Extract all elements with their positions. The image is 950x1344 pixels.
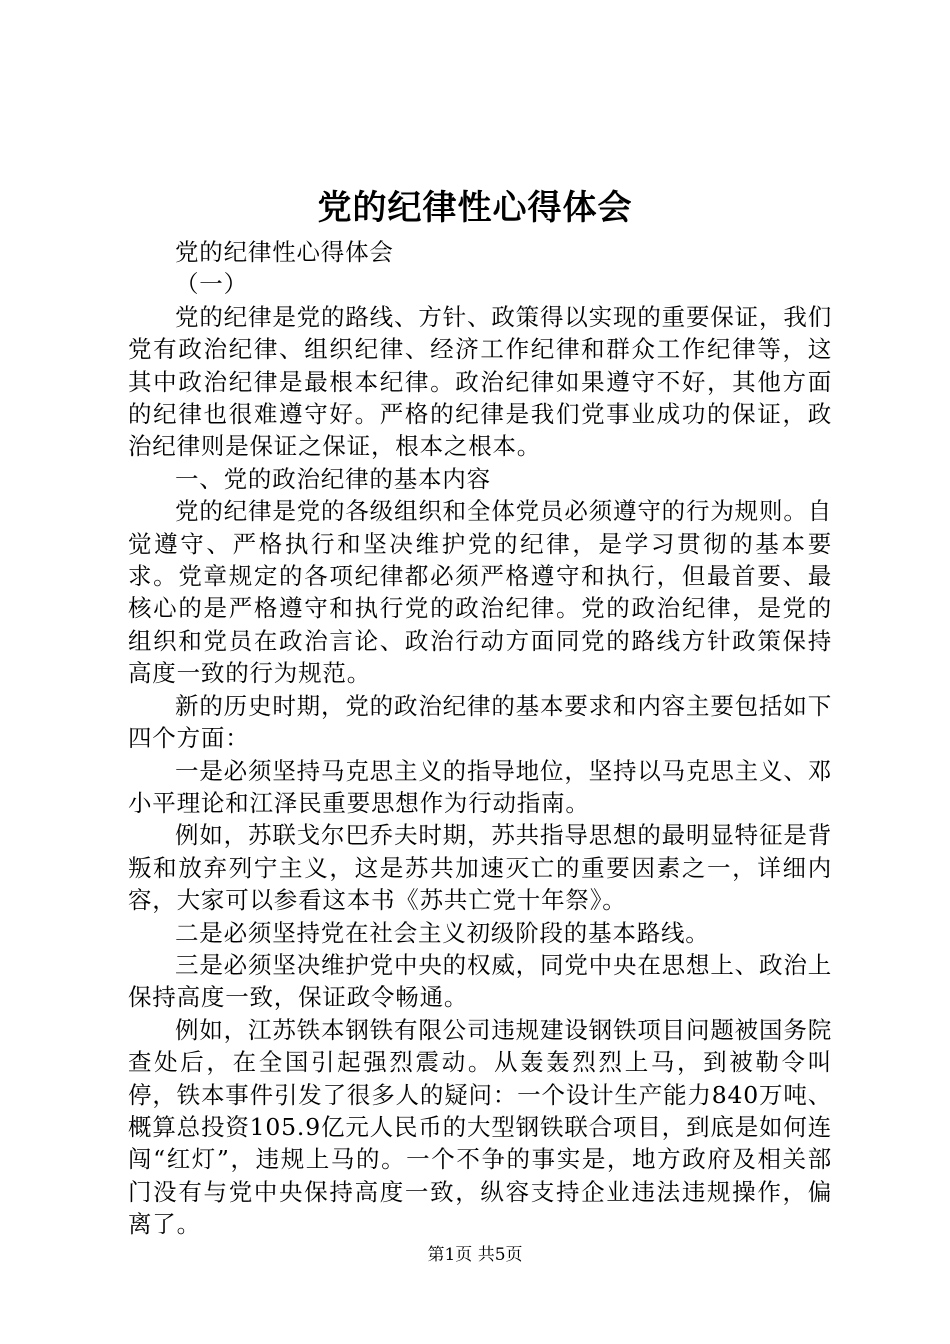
paragraph: 二是必须坚持党在社会主义初级阶段的基本路线。 bbox=[175, 918, 710, 947]
paragraph-subtitle: 党的纪律性心得体会 bbox=[175, 238, 394, 266]
paragraph: 三是必须坚决维护党中央的权威，同党中央在思想上、政治上保持高度一致，保证政令畅通。 bbox=[128, 950, 832, 1012]
section-heading: 一、党的政治纪律的基本内容 bbox=[175, 464, 491, 493]
paragraph: 例如，苏联戈尔巴乔夫时期，苏共指导思想的最明显特征是背叛和放弃列宁主义，这是苏共加速灭亡的重要因素之一，详细内容，大家可以参看这本书《苏共亡党十年祭》。 bbox=[128, 821, 832, 915]
paragraph: 例如，江苏铁本钢铁有限公司违规建设钢铁项目问题被国务院查处后，在全国引起强烈震动。从轰轰烈烈上马，到被勒令叫停，铁本事件引发了很多人的疑问：一个设计生产能力840万吨、概算总投资105.9亿元人民币的大型钢铁联合项目，到底是如何连闯“红灯”，违规上马的。一个不争的事实是，地方政府及相关部门没有与党中央保持高度一致，纵容支持企业违法违规操作，偏离了。 bbox=[128, 1015, 832, 1239]
paragraph: 一是必须坚持马克思主义的指导地位，坚持以马克思主义、邓小平理论和江泽民重要思想作为行动指南。 bbox=[128, 756, 832, 817]
paragraph: 党的纪律是党的路线、方针、政策得以实现的重要保证，我们党有政治纪律、组织纪律、经济工作纪律和群众工作纪律等，这其中政治纪律是最根本纪律。政治纪律如果遵守不好，其他方面的纪律也很难遵守好。严格的纪律是我们党事业成功的保证，政治纪律则是保证之保证，根本之根本。 bbox=[128, 302, 832, 461]
document-title: 党的纪律性心得体会 bbox=[317, 188, 633, 228]
paragraph-section-number: （一） bbox=[175, 270, 248, 299]
document-body bbox=[128, 236, 832, 1241]
paragraph: 党的纪律是党的各级组织和全体党员必须遵守的行为规则。自觉遵守、严格执行和坚决维护党的纪律，是学习贯彻的基本要求。党章规定的各项纪律都必须严格遵守和执行，但最首要、最核心的是严格遵守和执行党的政治纪律。党的政治纪律，是党的组织和党员在政治言论、政治行动方面同党的路线方针政策保持高度一致的行为规范。 bbox=[128, 497, 832, 688]
paragraph: 新的历史时期，党的政治纪律的基本要求和内容主要包括如下四个方面： bbox=[128, 691, 832, 753]
page-footer: 第1页 共5页 bbox=[427, 1245, 523, 1265]
